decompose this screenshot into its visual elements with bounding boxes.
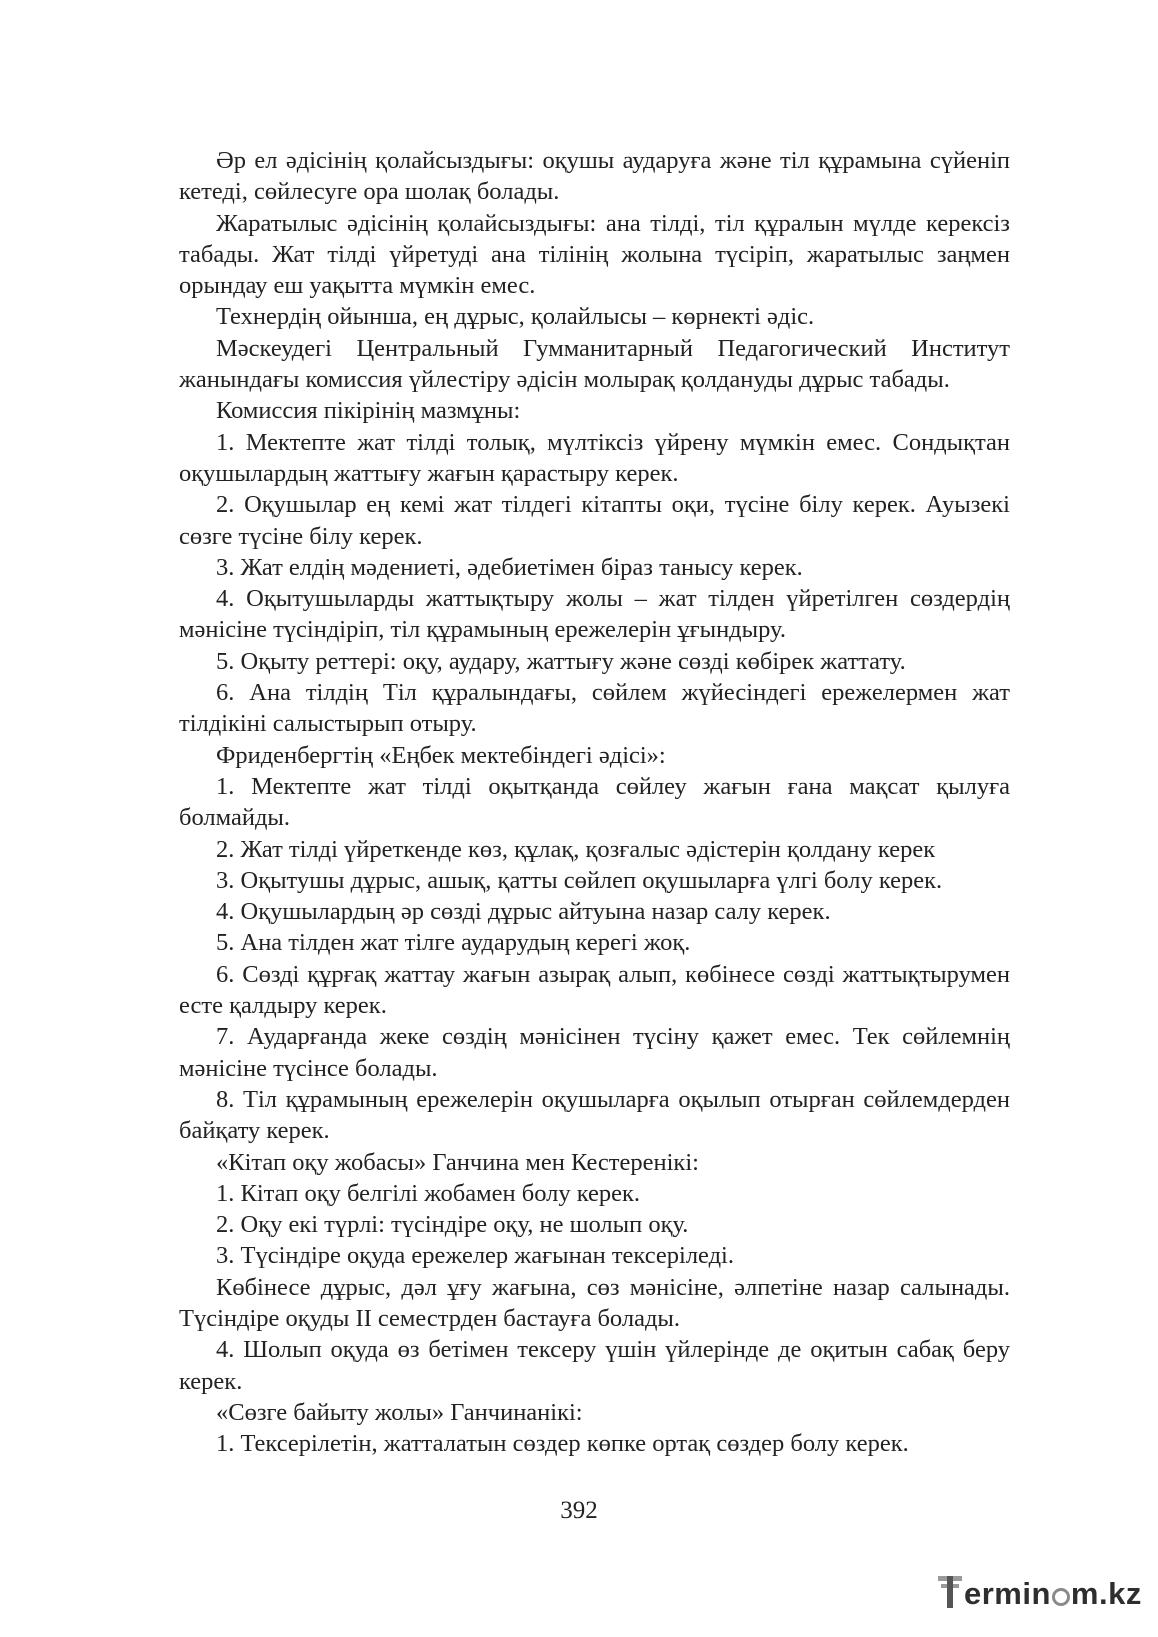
paragraph: «Кітап оқу жобасы» Ганчина мен Кестеренікі: <box>216 1148 699 1176</box>
paragraph: Мәскеудегі Центральный Гумманитарный Педагогический Институт жанындағы комиссия үйлестіру әдісін молырақ қолдануды дұрыс табады. <box>179 334 1010 394</box>
watermark-text-part1: ermin <box>964 1576 1051 1611</box>
paragraph: Технердің ойынша, ең дұрыс, қолайлысы – көрнекті әдіс. <box>216 303 815 331</box>
paragraph: Жаратылыс әдісінің қолайсыздығы: ана тілді, тіл құралын мүлде керексіз табады. Жат тілді үйретуді ана тілінің жолына түсіріп, жаратылыс заңмен орындау еш уақытта мүмкін емес. <box>179 209 1010 300</box>
paragraph: 2. Оқушылар ең кемі жат тілдегі кітапты оқи, түсіне білу керек. Ауызекі сөзге түсіне білу керек. <box>179 491 1010 550</box>
paragraph: 4. Шолып оқуда өз бетімен тексеру үшін үйлерінде де оқитын сабақ беру керек. <box>179 1336 1010 1395</box>
paragraph: Көбінесе дұрыс, дәл ұғу жағына, сөз мәнісіне, әлпетіне назар салынады. Түсіндіре оқуды II семестрден бастауға болады. <box>179 1273 1010 1332</box>
paragraph: 2. Жат тілді үйреткенде көз, құлақ, қозғалыс әдістерін қолдану керек <box>216 835 936 863</box>
watermark-text-part2: m.kz <box>1070 1576 1142 1611</box>
watermark-o-circle-icon <box>1052 1588 1070 1606</box>
paragraph: Фриденбергтің «Еңбек мектебіндегі әдісі»: <box>216 741 666 769</box>
paragraph: 1. Мектепте жат тілді оқытқанда сөйлеу жағын ғана мақсат қылуға болмайды. <box>179 772 1010 832</box>
paragraph: Әр ел әдісінің қолайсыздығы: оқушы аударуға және тіл құрамына сүйеніп кетеді, сөйлесуге ора шолақ болады. <box>179 147 1010 206</box>
paragraph: 5. Оқыту реттері: оқу, аудару, жаттығу және сөзді көбірек жаттату. <box>216 647 906 675</box>
paragraph: 6. Ана тілдің Тіл құралындағы, сөйлем жүйесіндегі ережелермен жат тілдікіні салыстырып отыру. <box>179 679 1010 738</box>
paragraph: Комиссия пікірінің мазмұны: <box>216 397 521 425</box>
paragraph: 7. Аударғанда жеке сөздің мәнісінен түсіну қажет емес. Тек сөйлемнің мәнісіне түсінсе болады. <box>179 1023 1010 1082</box>
paragraph: 4. Оқушылардың әр сөзді дұрыс айтуына назар салу керек. <box>216 898 831 926</box>
paragraph: 1. Тексерілетін, жатталатын сөздер көпке ортақ сөздер болу керек. <box>216 1430 909 1458</box>
paragraph: 3. Жат елдің мәдениеті, әдебиетімен біраз танысу керек. <box>216 553 803 581</box>
paragraph: 1. Кітап оқу белгілі жобамен болу керек. <box>216 1179 641 1207</box>
site-watermark[interactable] <box>938 1570 1142 1618</box>
paragraph: «Сөзге байыту жолы» Ганчинанікі: <box>216 1398 583 1426</box>
paragraph: 2. Оқу екі түрлі: түсіндіре оқу, не шолып оқу. <box>216 1211 689 1239</box>
terminco-logo-t-icon <box>938 1574 964 1610</box>
document-body <box>179 145 1010 1459</box>
paragraph: 8. Тіл құрамының ережелерін оқушыларға оқылып отырған сөйлемдерден байқату керек. <box>179 1085 1010 1145</box>
paragraph: 6. Сөзді құрғақ жаттау жағын азырақ алып, көбінесе сөзді жаттықтырумен есте қалдыру керек. <box>179 960 1010 1020</box>
page-number: 392 <box>560 1497 598 1524</box>
paragraph: 4. Оқытушыларды жаттықтыру жолы – жат тілден үйретілген сөздердің мәнісіне түсіндіріп, тіл құрамының ережелерін ұғындыру. <box>179 585 1010 644</box>
paragraph: 5. Ана тілден жат тілге аударудың керегі жоқ. <box>216 929 691 957</box>
paragraph: 3. Түсіндіре оқуда ережелер жағынан тексеріледі. <box>216 1242 734 1270</box>
paragraph: 1. Мектепте жат тілді толық, мүлтіксіз үйрену мүмкін емес. Сондықтан оқушылардың жаттығу жағын қарастыру керек. <box>179 428 1010 487</box>
paragraph: 3. Оқытушы дұрыс, ашық, қатты сөйлеп оқушыларға үлгі болу керек. <box>216 866 943 894</box>
